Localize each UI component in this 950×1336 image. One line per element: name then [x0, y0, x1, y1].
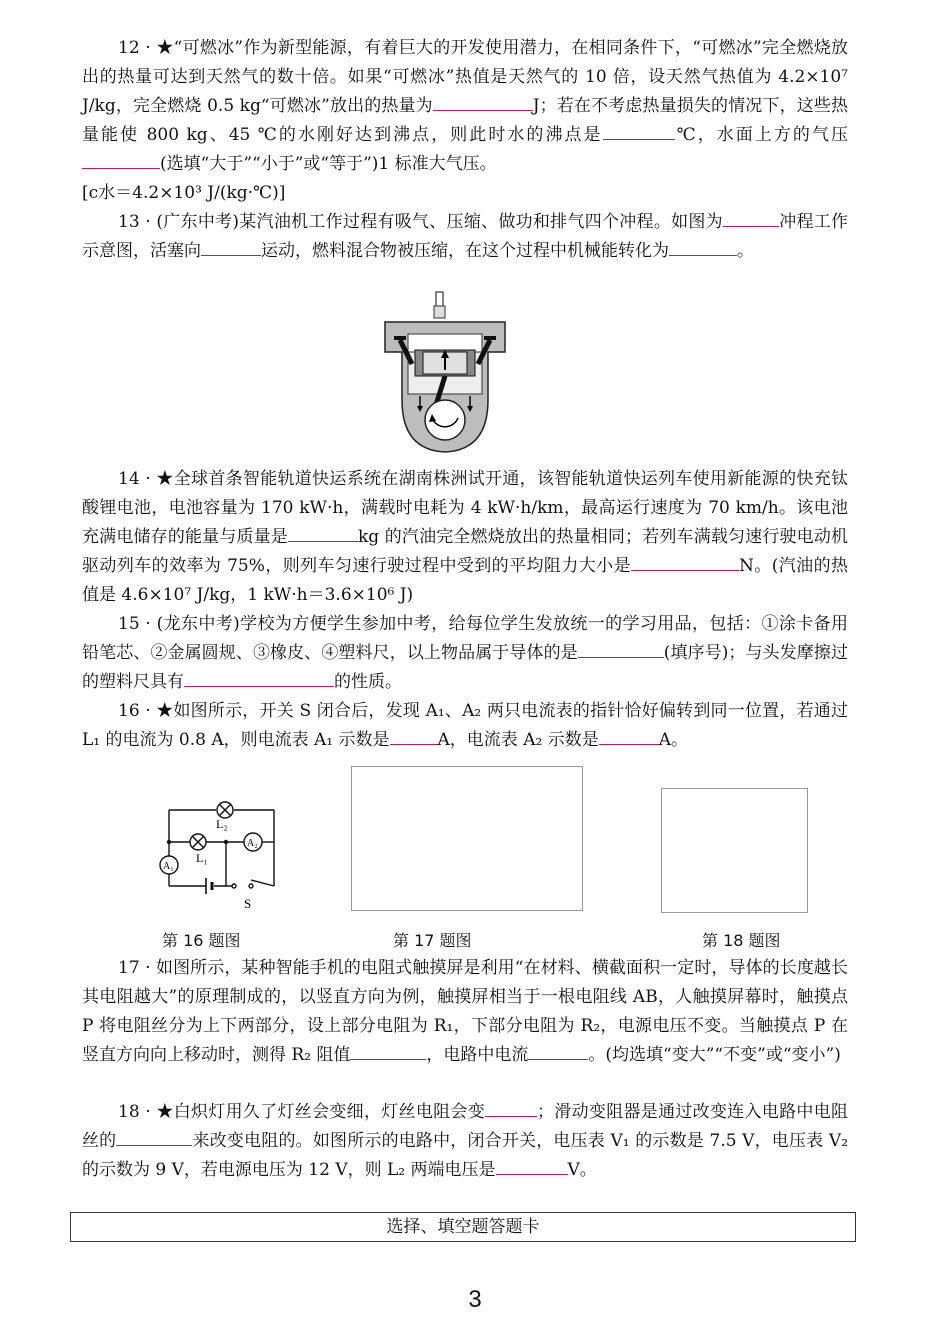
- answer-blank[interactable]: [496, 1156, 568, 1175]
- answer-blank[interactable]: [528, 1041, 588, 1060]
- question-15: [82, 610, 848, 697]
- caption-fig16: 第 16 题图: [162, 931, 241, 950]
- question-12: [82, 34, 848, 208]
- question-17: [82, 954, 848, 1070]
- q15-text-2: (填序号)；与头发摩擦过的塑料尺具有: [82, 643, 849, 692]
- q12-text-2: J；若在不考虑热量损失的情况下，这些热量能使 800 kg、45 ℃的水刚好达到沸点，则此时水的沸点是: [82, 96, 848, 145]
- answer-blank[interactable]: [116, 1127, 192, 1146]
- label-l1: L₁: [196, 851, 208, 865]
- answer-blank[interactable]: [288, 523, 358, 542]
- question-14: [82, 465, 848, 610]
- q13-text-2: 冲程工作示意图，活塞向: [82, 212, 849, 261]
- circuit-diagram-16: [154, 790, 294, 915]
- answer-blank[interactable]: [599, 726, 659, 745]
- q14-text-1: 14 · ★全球首条智能轨道快运系统在湖南株洲试开通，该智能轨道快运列车使用新能源的快充钛酸锂电池，电池容量为 170 kW·h，满载时电耗为 4 kW·h/km，最高运行速度为 70 km/h。该电池充满电储存的能量与质量是: [82, 469, 848, 547]
- answer-blank[interactable]: [723, 208, 779, 227]
- q17-text-3: 。(均选填“变大”“不变”或“变小”): [588, 1045, 841, 1065]
- label-switch-s: S: [244, 896, 252, 911]
- q15-text-1: 15 · (龙东中考)学校为方便学生参加中考，给每位学生发放统一的学习用品，包括：①涂卡备用铅笔芯、②金属圆规、③橡皮、④塑料尺，以上物品属于导体的是: [82, 614, 848, 663]
- q15-text-3: 的性质。: [334, 672, 402, 692]
- q16-text-3: A。: [658, 730, 688, 750]
- caption-fig18: 第 18 题图: [702, 931, 781, 950]
- label-a2: A₂: [247, 838, 258, 849]
- answer-blank[interactable]: [82, 150, 160, 169]
- q18-text-4: V。: [567, 1160, 597, 1180]
- answer-blank[interactable]: [631, 552, 739, 571]
- answer-blank[interactable]: [669, 237, 737, 256]
- q12-text-1: 12 · ★“可燃冰”作为新型能源，有着巨大的开发使用潜力，在相同条件下，“可燃冰”完全燃烧放出的热量可达到天然气的数十倍。如果“可燃冰”热值是天然气的 10 倍，设天然气热值为 4.2×10⁷ J/kg，完全燃烧 0.5 kg“可燃冰”放出的热量为: [82, 38, 848, 116]
- label-a1: A₁: [163, 861, 174, 872]
- q12-text-3: ℃，水面上方的气压: [674, 125, 848, 145]
- q17-text-1: 17 · 如图所示，某种智能手机的电阻式触摸屏是利用“在材料、横截面积一定时，导体的长度越长其电阻越大”的原理制成的，以竖直方向为例，触摸屏相当于一根电阻线 AB，人触摸屏幕时，触摸点 P 将电阻丝分为上下两部分，设上部分电阻为 R₁，下部分电阻为 R₂，电源电压不变。当触摸点 P 在竖直方向向上移动时，测得 R₂ 阻值: [82, 958, 848, 1065]
- q14-text-2: kg 的汽油完全燃烧放出的热量相同；若列车满载匀速行驶电动机驱动列车的效率为 75%，则列车匀速行驶过程中受到的平均阻力大小是: [82, 527, 849, 576]
- question-16: [82, 697, 848, 755]
- answer-blank[interactable]: [184, 668, 334, 687]
- answer-blank[interactable]: [578, 639, 664, 658]
- q13-text-4: 。: [737, 241, 754, 261]
- q13-text-3: 运动，燃料混合物被压缩，在这个过程中机械能转化为: [261, 241, 669, 261]
- q16-text-2: A，电流表 A₂ 示数是: [437, 730, 599, 750]
- q17-text-2: ，电路中电流: [426, 1045, 529, 1065]
- figure-17-placeholder: [351, 766, 583, 911]
- q13-text-1: 13 · (广东中考)某汽油机工作过程有吸气、压缩、做功和排气四个冲程。如图为: [118, 212, 723, 232]
- question-18: [82, 1098, 848, 1185]
- answer-blank[interactable]: [603, 121, 675, 140]
- q14-text-3: N。(汽油的热值是 4.6×10⁷ J/kg，1 kW·h＝3.6×10⁶ J): [82, 556, 848, 605]
- answer-blank[interactable]: [350, 1041, 426, 1060]
- answer-blank[interactable]: [485, 1098, 537, 1117]
- answer-card-title: 选择、填空题答题卡: [70, 1212, 856, 1242]
- question-13: [82, 208, 848, 266]
- q18-text-1: 18 · ★白炽灯用久了灯丝会变细，灯丝电阻会变: [118, 1102, 486, 1122]
- answer-blank[interactable]: [390, 726, 438, 745]
- engine-diagram: [380, 290, 510, 460]
- answer-blank[interactable]: [201, 237, 261, 256]
- figure-18-placeholder: [661, 788, 808, 913]
- q12-text-4: (选填“大于”“小于”或“等于”)1 标准大气压。: [160, 154, 497, 174]
- answer-blank[interactable]: [433, 92, 533, 111]
- q18-text-3: 来改变电阻的。如图所示的电路中，闭合开关，电压表 V₁ 的示数是 7.5 V，电压表 V₂ 的示数为 9 V，若电源电压为 12 V，则 L₂ 两端电压是: [82, 1131, 849, 1180]
- q12-formula: [c水＝4.2×10³ J/(kg·℃)]: [82, 183, 286, 203]
- q16-text-1: 16 · ★如图所示，开关 S 闭合后，发现 A₁、A₂ 两只电流表的指针恰好偏转到同一位置，若通过 L₁ 的电流为 0.8 A，则电流表 A₁ 示数是: [82, 701, 848, 750]
- page-number: 3: [468, 1286, 482, 1313]
- label-l2: L₂: [216, 817, 228, 831]
- caption-fig17: 第 17 题图: [393, 931, 472, 950]
- q18-text-2: ；滑动变阻器是通过改变连入电路中电阻丝的: [82, 1102, 849, 1151]
